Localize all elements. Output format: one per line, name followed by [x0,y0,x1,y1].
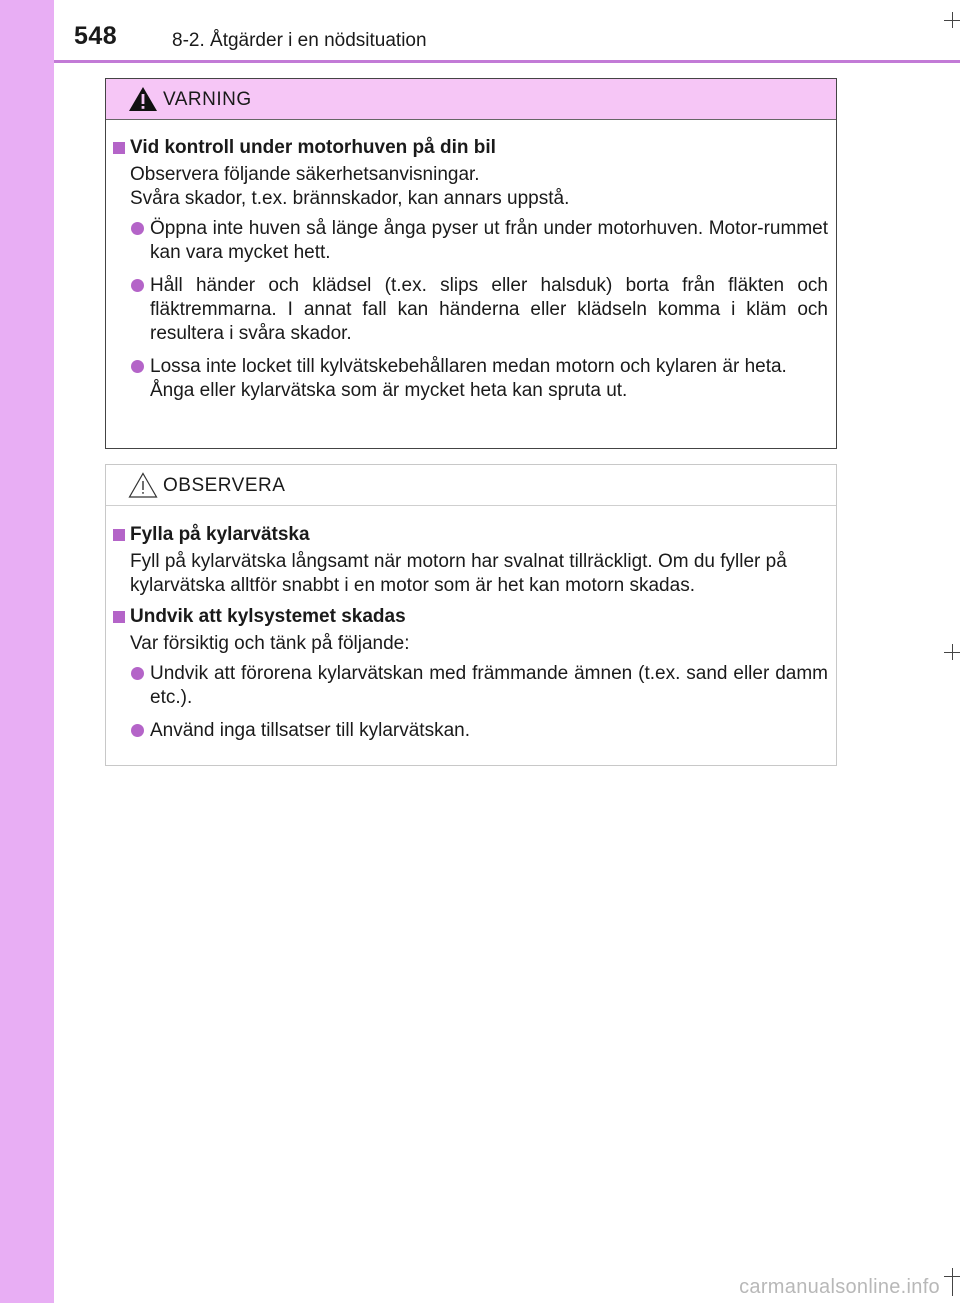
warning-heading-text: Vid kontroll under motorhuven på din bil [130,137,496,158]
notice-heading-text: Fylla på kylarvätska [130,524,310,545]
round-bullet-icon [131,667,144,680]
warning-heading [112,135,828,161]
section-title: 8-2. Åtgärder i en nödsituation [172,30,427,51]
notice-label: OBSERVERA [163,475,286,496]
round-bullet-icon [131,279,144,292]
watermark: carmanualsonline.info [739,1276,940,1298]
warning-header [106,79,836,120]
page-number: 548 [74,22,118,50]
warning-box [105,78,837,449]
notice-heading-text: Undvik att kylsystemet skadas [130,606,406,627]
list-item-text: Undvik att förorena kylarvätskan med främmande ämnen (t.ex. sand eller damm etc.). [150,663,828,708]
list-item [112,719,828,743]
warning-triangle-icon [128,86,158,112]
notice-body [106,506,836,743]
notice-paragraph: Fyll på kylarvätska långsamt när motorn har svalnat tillräckligt. Om du fyller på kylarvätska alltför snabbt i en motor som är het kan motorn skadas. [130,551,787,596]
warning-body [106,120,836,403]
page-sidebar [0,0,54,1303]
list-item [112,355,828,403]
square-bullet-icon [113,529,125,541]
header-rule [54,60,960,63]
round-bullet-icon [131,222,144,235]
round-bullet-icon [131,360,144,373]
square-bullet-icon [113,611,125,623]
round-bullet-icon [131,724,144,737]
warning-intro: Observera följande säkerhetsanvisningar. Svåra skador, t.ex. brännskador, kan annars uppstå. [130,164,570,209]
caution-triangle-icon [128,472,158,498]
notice-box [105,464,837,766]
list-item [112,274,828,346]
page-header [0,0,960,60]
warning-label: VARNING [163,89,252,110]
list-item-text: Lossa inte locket till kylvätskebehållaren medan motorn och kylaren är heta. Ånga eller kylarvätska som är mycket heta kan spruta ut. [150,356,787,401]
notice-heading [112,604,828,630]
list-item [112,217,828,265]
list-item-text: Använd inga tillsatser till kylarvätskan. [150,720,470,741]
list-item-text: Öppna inte huven så länge ånga pyser ut från under motorhuven. Motor-rummet kan vara mycket hett. [150,218,828,263]
square-bullet-icon [113,142,125,154]
list-item [112,662,828,710]
notice-header [106,465,836,506]
notice-paragraph: Var försiktig och tänk på följande: [130,633,410,654]
list-item-text: Håll händer och klädsel (t.ex. slips eller halsduk) borta från fläkten och fläktremmarna. I annat fall kan händerna eller klädseln komma i kläm och resultera i svåra skador. [150,275,828,344]
notice-heading [112,522,828,548]
